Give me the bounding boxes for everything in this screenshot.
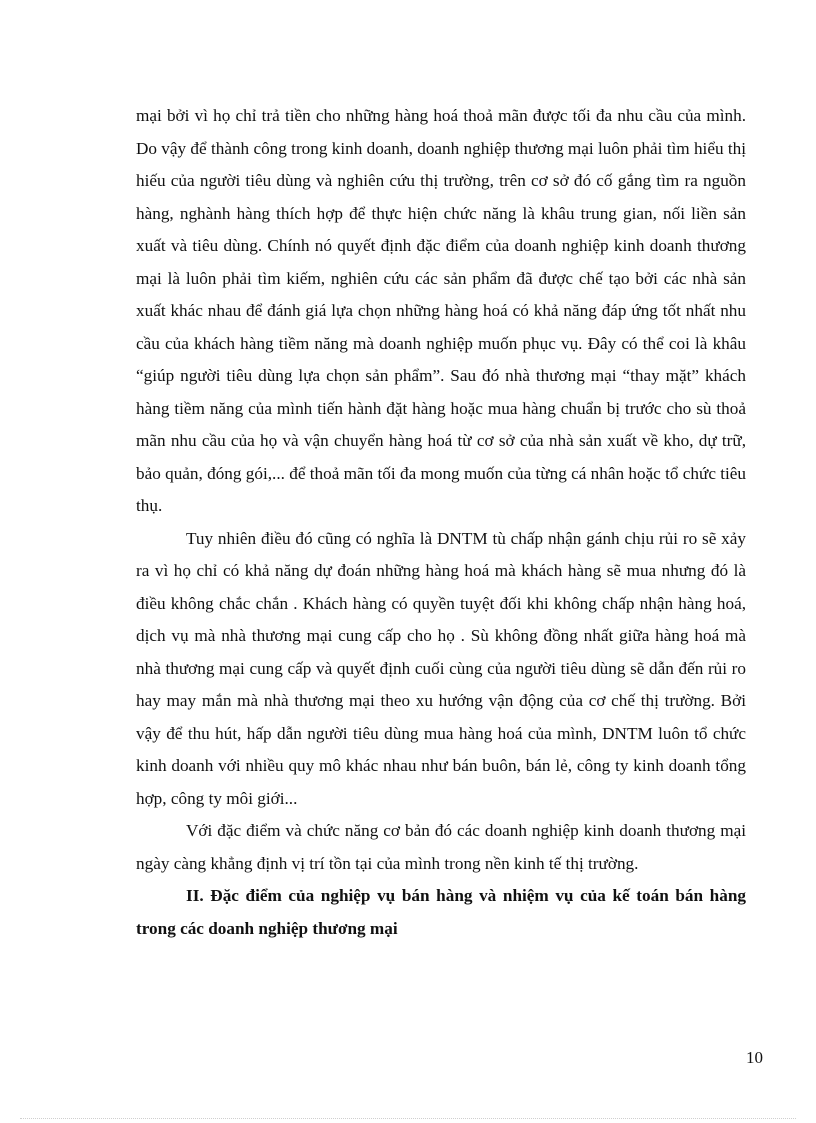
paragraph-2: Tuy nhiên điều đó cũng có nghĩa là DNTM tù chấp nhận gánh chịu rủi ro sẽ xảy ra vì họ chỉ có khả năng dự đoán những hàng hoá mà khách hàng sẽ mua nhưng đó là điều không chắc chắn . Khách hàng có quyền tuyệt đối khi không chấp nhận hàng hoá, dịch vụ mà nhà thương mại cung cấp cho họ . Sù không đồng nhất giữa hàng hoá mà nhà thương mại cung cấp và quyết định cuối cùng của người tiêu dùng sẽ dẫn đến rủi ro hay may mắn mà nhà thương mại theo xu hướng vận động của cơ chế thị trường. Bởi vậy để thu hút, hấp dẫn người tiêu dùng mua hàng hoá của mình, DNTM luôn tổ chức kinh doanh với nhiều quy mô khác nhau như bán buôn, bán lẻ, công ty kinh doanh tổng hợp, công ty môi giới... — [136, 528, 746, 808]
section-heading: II. Đặc điểm của nghiệp vụ bán hàng và nhiệm vụ của kế toán bán hàng trong các doanh nghiệp thương mại — [136, 886, 746, 938]
page-number: 10 — [746, 1048, 763, 1067]
paragraph-1: mại bởi vì họ chỉ trả tiền cho những hàng hoá thoả mãn được tối đa nhu cầu của mình. Do vậy để thành công trong kinh doanh, doanh nghiệp thương mại luôn phải tìm hiểu thị hiếu của người tiêu dùng và nghiên cứu thị trường, trên cơ sở đó cố gắng tìm ra nguồn hàng, nghành hàng thích hợp để thực hiện chức năng là khâu trung gian, nối liền sản xuất và tiêu dùng. Chính nó quyết định đặc điểm của doanh nghiệp kinh doanh thương mại là luôn phải tìm kiếm, nghiên cứu các sản phẩm đã được chế tạo bởi các nhà sản xuất khác nhau để đánh giá lựa chọn những hàng hoá có khả năng đáp ứng tốt nhất nhu cầu của khách hàng tiềm năng mà doanh nghiệp muốn phục vụ. Đây có thể coi là khâu “giúp người tiêu dùng lựa chọn sản phẩm”. Sau đó nhà thương mại “thay mặt” khách hàng tiềm năng của mình tiến hành đặt hàng hoặc mua hàng chuẩn bị trước cho sù thoả mãn nhu cầu của họ và vận chuyển hàng hoá từ cơ sở của nhà sản xuất về kho, dự trữ, bảo quản, đóng gói,... để thoả mãn tối đa mong muốn của từng cá nhân hoặc tổ chức tiêu thụ. — [136, 106, 747, 515]
paragraph-3: Với đặc điểm và chức năng cơ bản đó các doanh nghiệp kinh doanh thương mại ngày càng khẳng định vị trí tồn tại của mình trong nền kinh tế thị trường. — [136, 821, 746, 873]
document-page — [136, 100, 746, 945]
page-bottom-rule — [20, 1118, 796, 1119]
